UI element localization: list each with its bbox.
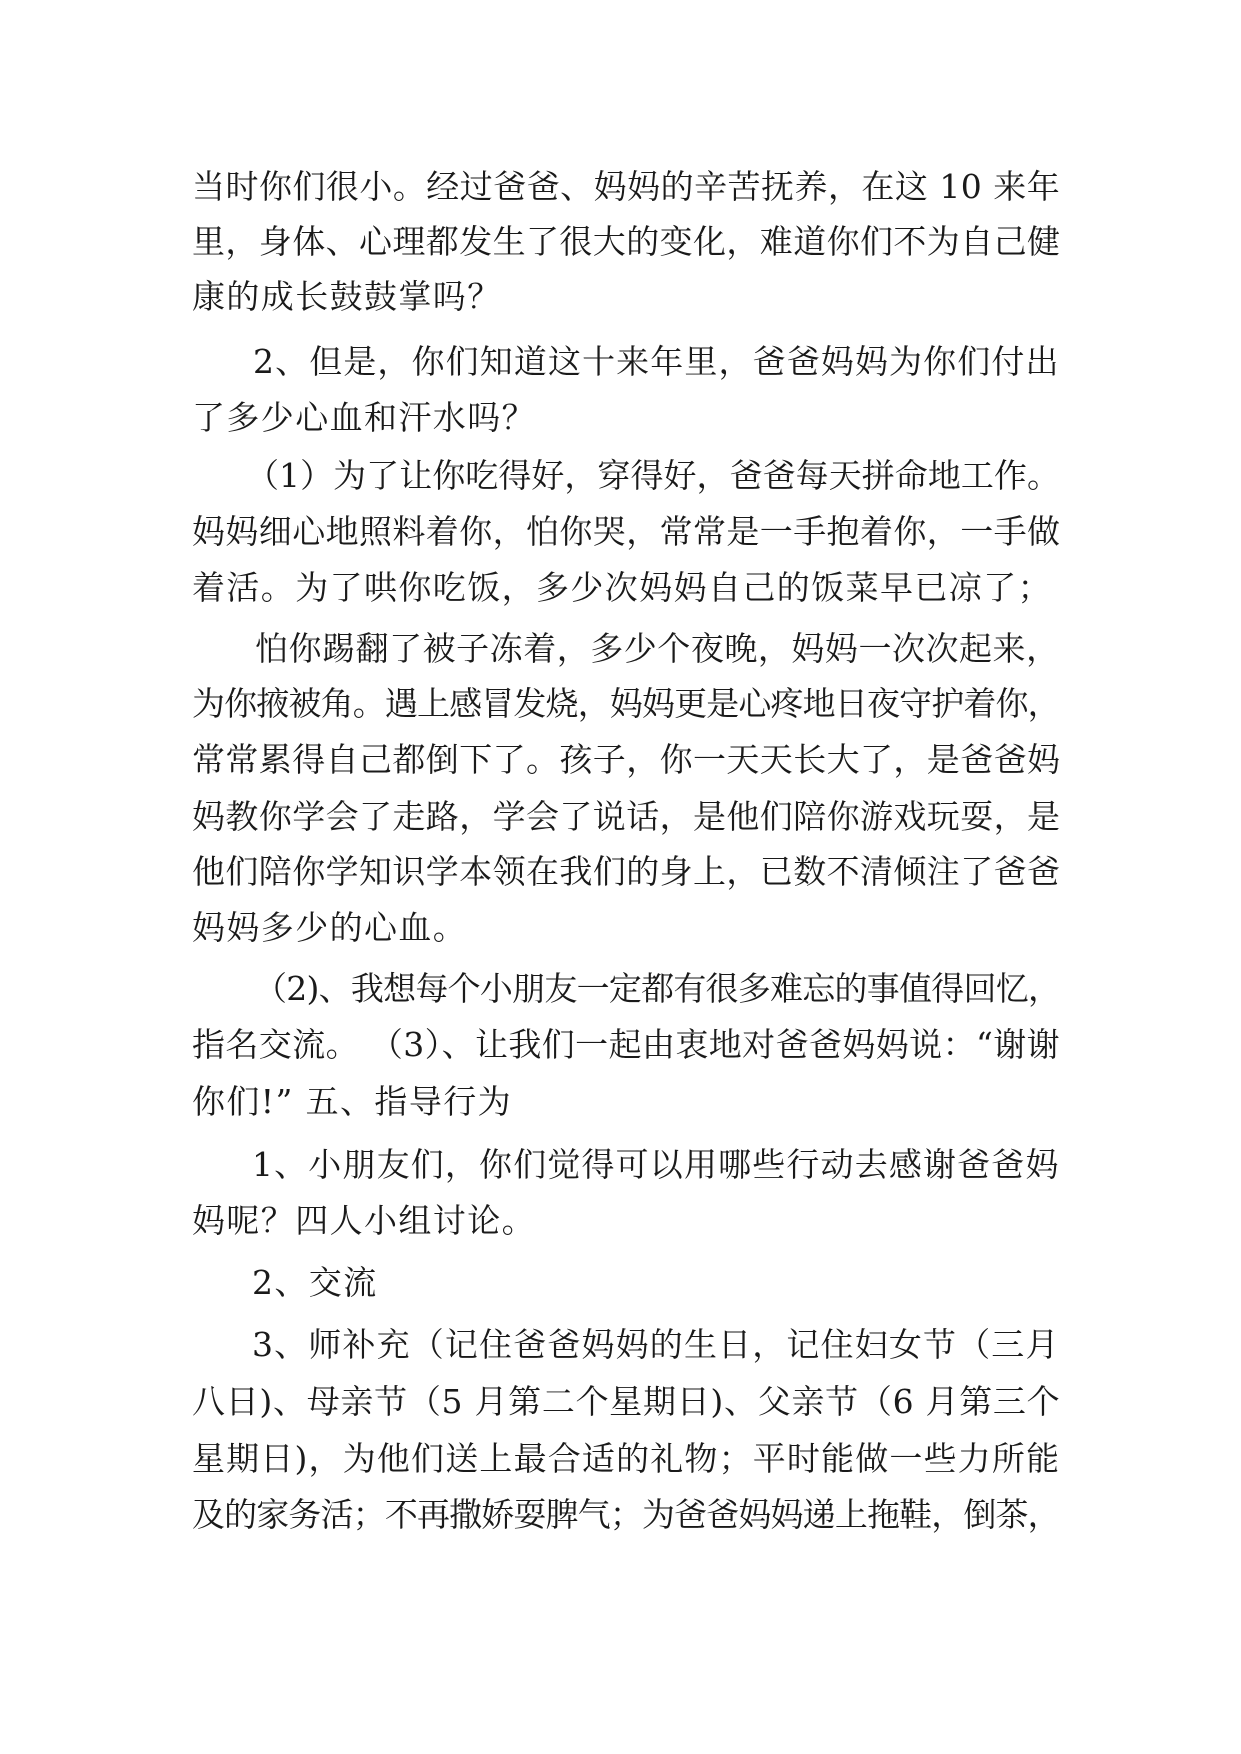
text-line-4: 2、但是，你们知道这十来年里，爸爸妈妈为你们付出 bbox=[253, 342, 1060, 381]
text-line-3: 康的成长鼓鼓掌吗？ bbox=[192, 277, 502, 316]
text-line-24: 及的家务活；不再撒娇耍脾气；为爸爸妈妈递上拖鞋，倒茶， bbox=[192, 1495, 1060, 1534]
text-line-11: 常常累得自己都倒下了。孩子，你一天天长大了，是爸爸妈 bbox=[192, 740, 1061, 779]
text-line-19: 妈呢？四人小组讨论。 bbox=[192, 1201, 536, 1240]
text-line-1: 当时你们很小。经过爸爸、妈妈的辛苦抚养，在这 10 来年 bbox=[192, 167, 1061, 206]
text-line-16: 指名交流。 （3）、让我们一起由衷地对爸爸妈妈说：“谢谢 bbox=[192, 1025, 1061, 1064]
text-line-20: 2、交流 bbox=[252, 1263, 378, 1302]
text-line-21: 3、师补充（记住爸爸妈妈的生日，记住妇女节（三月 bbox=[252, 1325, 1060, 1364]
text-line-5: 了多少心血和汗水吗？ bbox=[192, 398, 536, 437]
text-line-23: 星期日)，为他们送上最合适的礼物；平时能做一些力所能 bbox=[192, 1439, 1061, 1478]
text-line-10: 为你掖被角。遇上感冒发烧，妈妈更是心疼地日夜守护着你， bbox=[192, 684, 1060, 723]
text-line-8: 着活。为了哄你吃饭，多少次妈妈自己的饭菜早已凉了； bbox=[192, 568, 1052, 607]
text-line-9: 怕你踢翻了被子冻着，多少个夜晚，妈妈一次次起来， bbox=[255, 629, 1060, 668]
text-line-7: 妈妈细心地照料着你，怕你哭，常常是一手抱着你，一手做 bbox=[192, 512, 1061, 551]
text-line-12: 妈教你学会了走路，学会了说话，是他们陪你游戏玩耍，是 bbox=[192, 797, 1061, 836]
text-line-18: 1、小朋友们，你们觉得可以用哪些行动去感谢爸爸妈 bbox=[252, 1145, 1060, 1184]
text-line-14: 妈妈多少的心血。 bbox=[192, 908, 468, 947]
text-line-2: 里，身体、心理都发生了很大的变化，难道你们不为自己健 bbox=[192, 222, 1061, 261]
text-line-15: （2)、我想每个小朋友一定都有很多难忘的事值得回忆， bbox=[254, 969, 1061, 1008]
text-line-13: 他们陪你学知识学本领在我们的身上，已数不清倾注了爸爸 bbox=[192, 852, 1061, 891]
text-line-17: 你们!” 五、指导行为 bbox=[192, 1082, 513, 1121]
text-line-22: 八日)、母亲节（5 月第二个星期日)、父亲节（6 月第三个 bbox=[192, 1382, 1061, 1421]
text-line-6: （1）为了让你吃得好，穿得好，爸爸每天拼命地工作。 bbox=[246, 456, 1060, 495]
